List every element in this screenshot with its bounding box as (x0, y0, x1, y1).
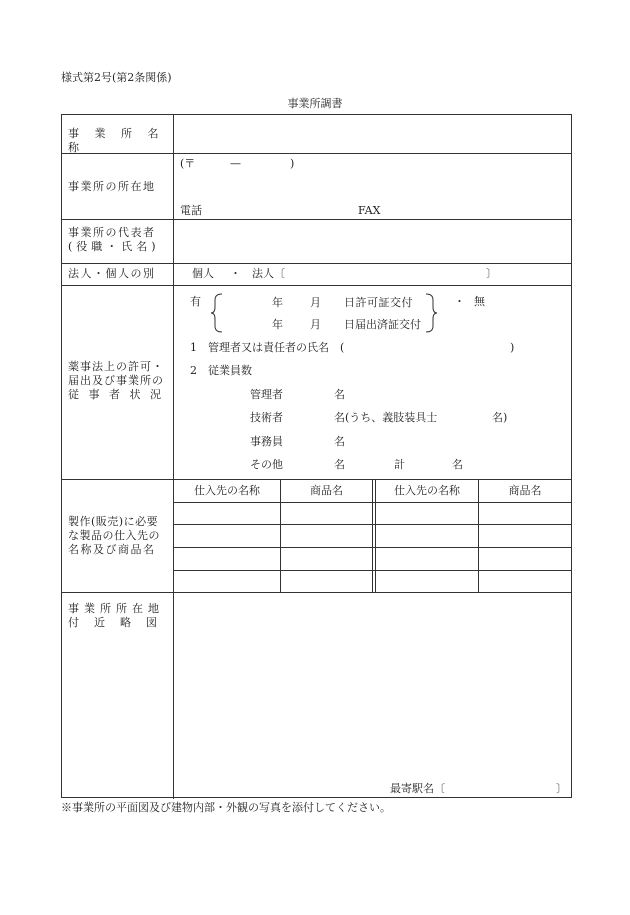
location-map-area[interactable] (174, 593, 570, 779)
row-divider (62, 479, 571, 480)
staff-count-manager: 名 (334, 388, 345, 401)
license-no-option[interactable]: 無 (474, 295, 485, 308)
business-name-label: 事 業 所 名 称 (68, 127, 165, 154)
staff-count-item: 2 従業員数 (190, 364, 252, 377)
attachment-note: ※事業所の平面図及び建物内部・外観の写真を添付してください。 (61, 801, 391, 814)
notice-month-label: 月 (310, 318, 321, 331)
suppliers-label-line2: な製品の仕入先の (68, 529, 160, 542)
postal-prefix: (〒 (180, 157, 196, 170)
right-brace-icon (424, 292, 438, 334)
page-title: 事業所調書 (287, 97, 343, 110)
col-product-name-right: 商品名 (508, 484, 542, 497)
phone-field[interactable] (204, 203, 344, 218)
staff-total-label: 計 (394, 458, 405, 471)
notice-year-label: 年 (272, 318, 283, 331)
license-label (68, 360, 170, 402)
staff-role-clerk: 事務員 (250, 435, 283, 448)
postal-close: ) (290, 157, 295, 170)
fax-field[interactable] (384, 203, 564, 218)
entity-type-label: 法人・個人の別 (68, 267, 156, 280)
individual-option[interactable]: 個人 (192, 267, 214, 280)
nearest-station-label: 最寄駅名〔 (390, 782, 445, 795)
postal-code-field[interactable] (190, 156, 286, 172)
suppliers-label-line3: 名称及び商品名 (68, 543, 156, 556)
staff-role-other: その他 (250, 458, 283, 471)
corporation-close-bracket: 〕 (486, 267, 497, 280)
survey-form-table (61, 114, 572, 798)
row-divider (62, 263, 571, 264)
form-number: 様式第2号(第2条関係) (61, 71, 172, 84)
license-label-line1: 薬事法上の許可・ (68, 360, 164, 373)
staff-count-technician: 名(うち、義肢装具士 (334, 411, 438, 424)
permit-month-label: 月 (310, 296, 321, 309)
left-brace-icon (210, 292, 224, 334)
nearest-station-close: 〕 (556, 782, 567, 795)
address-label: 事業所の所在地 (68, 180, 156, 193)
representative-field[interactable] (174, 220, 570, 262)
notice-issued-label: 日届出済証交付 (344, 318, 421, 331)
location-map-label (68, 602, 170, 630)
license-yes-option[interactable]: 有 (190, 295, 201, 308)
nearest-station-field[interactable] (450, 781, 554, 796)
fax-label: FAX (358, 204, 381, 217)
business-name-field[interactable] (174, 116, 570, 152)
staff-count-clerk: 名 (334, 435, 345, 448)
representative-label-line1: 事業所の代表者 (68, 226, 156, 239)
corporation-name-field[interactable] (288, 266, 484, 281)
supplier-grid-double-line (372, 479, 373, 592)
staff-count-other: 名 (334, 458, 345, 471)
col-product-name-left: 商品名 (310, 484, 343, 497)
license-label-line2: 届出及び事業所の (68, 374, 164, 387)
representative-label-line2: (役職・氏名) (68, 240, 160, 253)
col-supplier-name-right: 仕入先の名称 (394, 484, 460, 497)
manager-name-close: ) (510, 341, 515, 354)
location-map-label-line1: 事業所所在地 (68, 602, 164, 615)
address-field[interactable] (178, 173, 566, 199)
staff-role-technician: 技術者 (250, 411, 283, 424)
entity-separator: ・ (230, 267, 241, 280)
manager-name-item: 1 管理者又は責任者の氏名 ( (190, 341, 345, 354)
staff-total-count: 名 (452, 458, 463, 471)
representative-label (68, 226, 170, 254)
postal-dash: — (230, 157, 241, 170)
license-label-line3: 従 事 者 状 況 (68, 388, 164, 401)
col-supplier-name-left: 仕入先の名称 (194, 484, 260, 497)
permit-issued-label: 日許可証交付 (344, 296, 413, 309)
manager-name-field[interactable] (358, 340, 506, 355)
staff-role-manager: 管理者 (250, 388, 283, 401)
location-map-label-line2: 付 近 略 図 (68, 616, 159, 629)
license-option-separator: ・ (454, 295, 465, 308)
permit-year-label: 年 (272, 296, 283, 309)
corporation-option[interactable]: 法人〔 (252, 267, 285, 280)
suppliers-label-line1: 製作(販売)に必要 (68, 515, 159, 528)
row-divider (62, 285, 571, 286)
prosthetist-count: 名) (492, 411, 508, 424)
phone-label: 電話 (180, 204, 202, 217)
suppliers-label (68, 515, 170, 557)
